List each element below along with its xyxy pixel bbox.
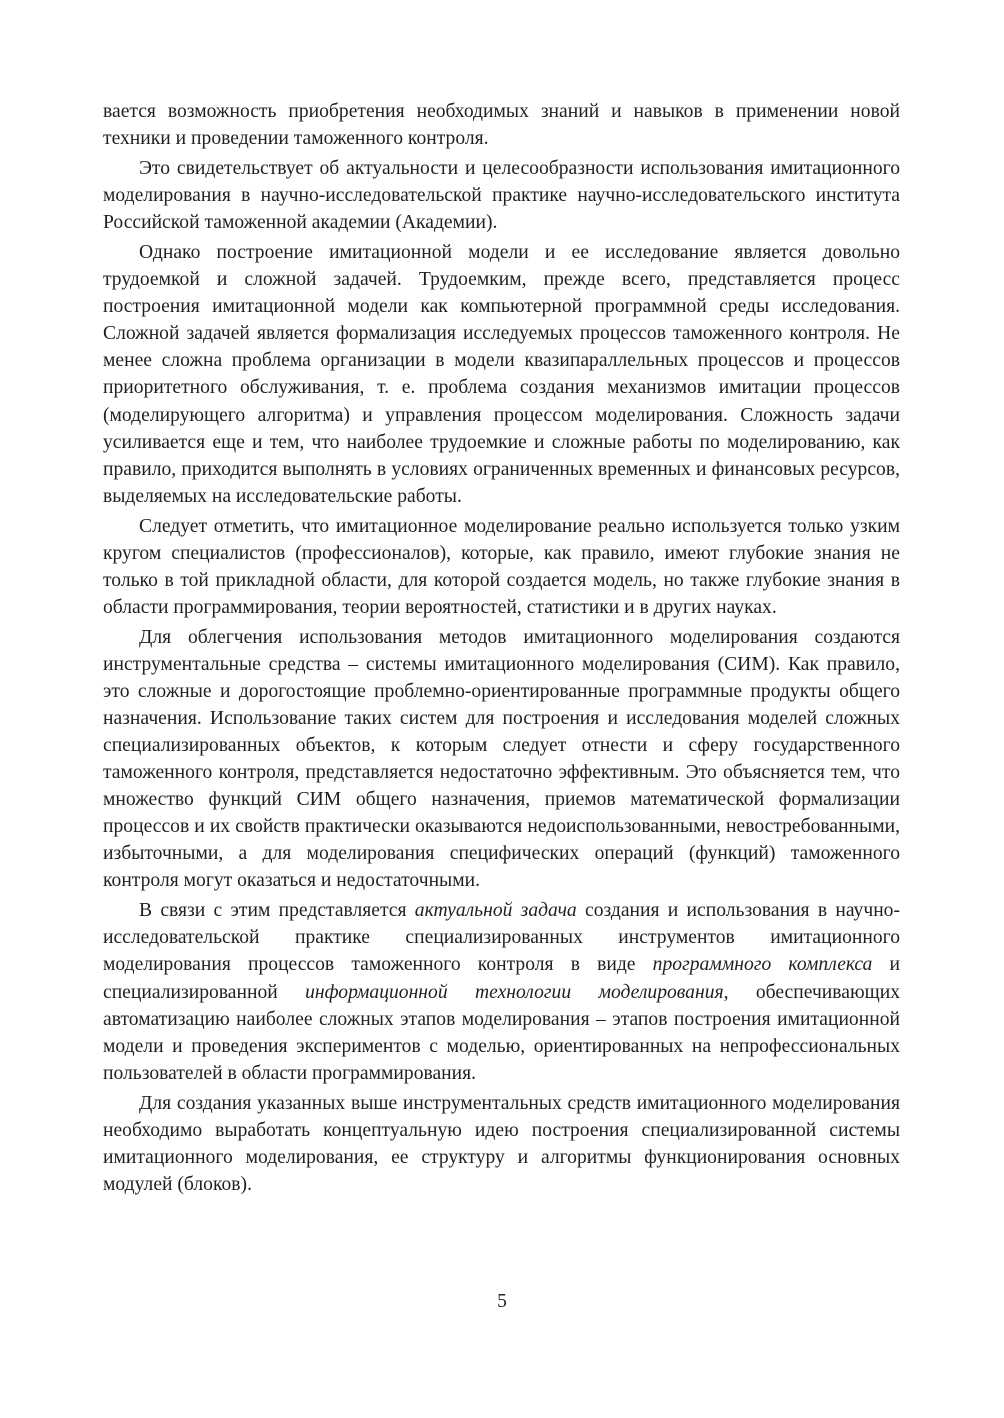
paragraph-2: Это свидетельствует об актуальности и целесообразности использования имитационного моделирования в научно-исследовательской практике научно-исследовательского института Российской таможенной академии (Академии). (103, 158, 900, 234)
paragraph-1: вается возможность приобретения необходимых знаний и навыков в применении новой техники и проведении таможенного контроля. (103, 101, 900, 150)
paragraph-5: Для облегчения использования методов имитационного моделирования создаются инструментальные средства – системы имитационного моделирования (СИМ). Как правило, это сложные и дорогостоящие проблемно-ориентированные программные продукты общего назначения. Использование таких систем для построения и исследования моделей сложных специализированных объектов, к которым следует отнести и сферу государственного таможенного контроля, представляется недостаточно эффективным. Это объясняется тем, что множество функций СИМ общего назначения, приемов математической формализации процессов и их свойств практически оказываются недоиспользованными, невостребованными, избыточными, а для моделирования специфических операций (функций) таможенного контроля могут оказаться и недостаточными. (103, 626, 900, 892)
page-number: 5 (497, 1291, 507, 1312)
paragraph-7: Для создания указанных выше инструментальных средств имитационного моделирования необходимо выработать концептуальную идею построения специализированной системы имитационного моделирования, ее структуру и алгоритмы функционирования основных модулей (блоков). (103, 1092, 900, 1195)
page-body (103, 98, 900, 1201)
emphasis-actual-task: актуальной задача (414, 900, 577, 922)
paragraph-6-segment: создания и использования в научно-исследовательской практике специализированных инструментов имитационного моделирования процессов таможенного контроля в виде (103, 900, 901, 976)
emphasis-information-technology: информационной технологии моделирования (305, 981, 724, 1003)
paragraph-6-segment: , обеспечивающих автоматизацию наиболее сложных этапов моделирования – этапов построения имитационной модели и проведения экспериментов с моделью, ориентированных на непрофессиональных пользователей в области программирования. (103, 981, 900, 1084)
paragraph-6-segment: В связи с этим представляется (139, 900, 415, 922)
emphasis-software-complex: программного комплекса (652, 954, 873, 976)
paragraph-4: Следует отметить, что имитационное моделирование реально используется только узким кругом специалистов (профессионалов), которые, как правило, имеют глубокие знания не только в той прикладной области, для которой создается модель, но также глубокие знания в области программирования, теории вероятностей, статистики и в других науках. (103, 515, 900, 618)
paragraph-6 (103, 897, 900, 1086)
paragraph-3: Однако построение имитационной модели и ее исследование является довольно трудоемкой и сложной задачей. Трудоемким, прежде всего, представляется процесс построения имитационной модели как компьютерной программной среды исследования. Сложной задачей является формализация исследуемых процессов таможенного контроля. Не менее сложна проблема организации в модели квазипараллельных процессов и процессов приоритетного обслуживания, т. е. проблема создания механизмов имитации процессов (моделирующего алгоритма) и управления процессом моделирования. Сложность задачи усиливается еще и тем, что наиболее трудоемкие и сложные работы по моделированию, как правило, приходится выполнять в условиях ограниченных временных и финансовых ресурсов, выделяемых на исследовательские работы. (103, 242, 900, 507)
paragraph-6-segment: и специализированной (103, 954, 900, 1003)
